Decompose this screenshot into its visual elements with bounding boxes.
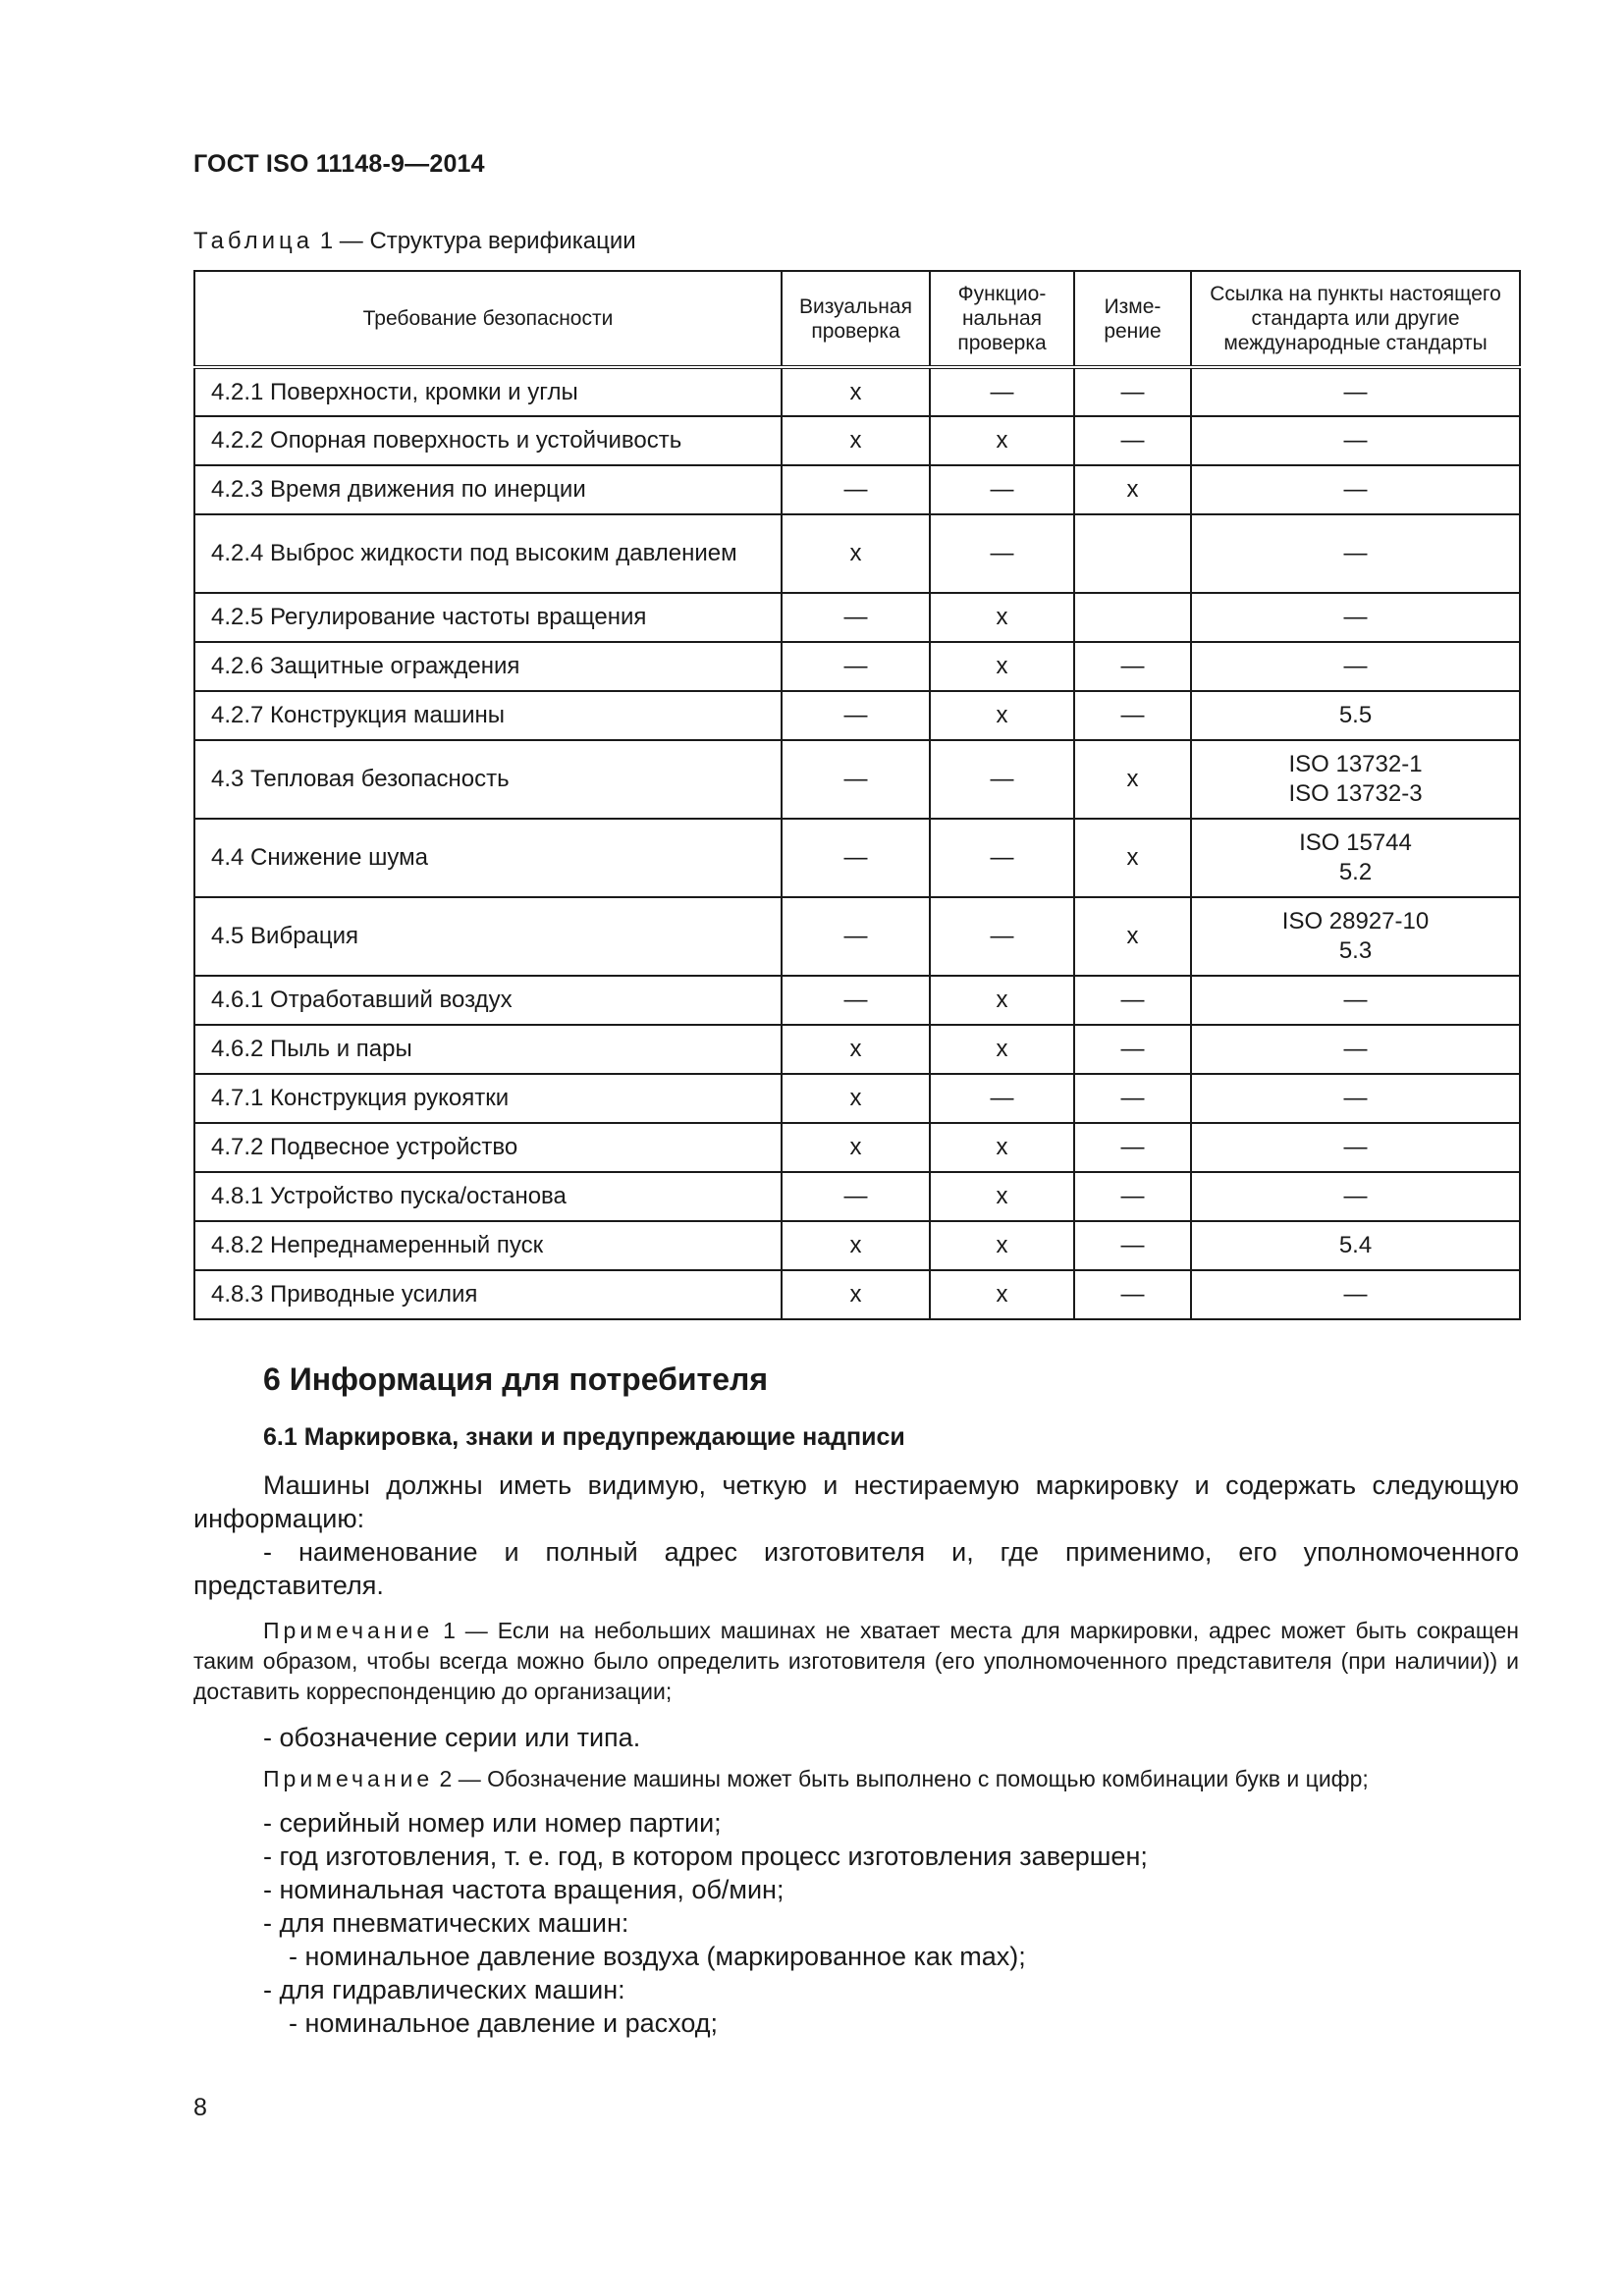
list-item-manufacturer: - наименование и полный адрес изготовителя и, где применимо, его уполномоченного представителя.: [193, 1537, 1519, 1600]
list-item: - для пневматических машин:: [263, 1908, 629, 1938]
list-item: - серийный номер или номер партии;: [263, 1808, 722, 1838]
header-visual-check: Визуальная проверка: [782, 271, 930, 367]
cell-reference: —: [1191, 465, 1520, 514]
cell-requirement: 4.7.1 Конструкция рукоятки: [194, 1074, 782, 1123]
cell-visual-check: x: [782, 1074, 930, 1123]
cell-functional-check: —: [930, 367, 1074, 416]
cell-visual-check: —: [782, 691, 930, 740]
cell-functional-check: x: [930, 1123, 1074, 1172]
cell-functional-check: x: [930, 976, 1074, 1025]
cell-visual-check: x: [782, 1123, 930, 1172]
table-row: [194, 740, 1520, 819]
table-row: [194, 1221, 1520, 1270]
cell-reference: 5.5: [1191, 691, 1520, 740]
cell-visual-check: —: [782, 976, 930, 1025]
cell-measurement: x: [1074, 819, 1191, 897]
cell-reference: ISO 13732-1 ISO 13732-3: [1191, 740, 1520, 819]
cell-reference: —: [1191, 1172, 1520, 1221]
note-2-label: Примечание: [263, 1766, 434, 1791]
cell-requirement: 4.2.5 Регулирование частоты вращения: [194, 593, 782, 642]
cell-visual-check: —: [782, 819, 930, 897]
cell-functional-check: x: [930, 1221, 1074, 1270]
cell-measurement: —: [1074, 416, 1191, 465]
cell-functional-check: —: [930, 465, 1074, 514]
list-item: - номинальная частота вращения, об/мин;: [263, 1875, 785, 1904]
cell-visual-check: —: [782, 465, 930, 514]
table-caption: [193, 228, 636, 255]
table-row: [194, 1074, 1520, 1123]
cell-functional-check: —: [930, 740, 1074, 819]
table-row: [194, 819, 1520, 897]
cell-requirement: 4.3 Тепловая безопасность: [194, 740, 782, 819]
table-header-row: [194, 271, 1520, 367]
subsection-heading: 6.1 Маркировка, знаки и предупреждающие надписи: [263, 1423, 905, 1451]
cell-visual-check: —: [782, 593, 930, 642]
note-2-text: 2 — Обозначение машины может быть выполнено с помощью комбинации букв и цифр;: [439, 1766, 1369, 1791]
section-heading: 6 Информация для потребителя: [263, 1362, 768, 1397]
header-requirement: Требование безопасности: [194, 271, 782, 367]
table-row: [194, 465, 1520, 514]
cell-visual-check: x: [782, 367, 930, 416]
cell-visual-check: —: [782, 897, 930, 976]
verification-table: [193, 270, 1521, 1320]
table-row: [194, 897, 1520, 976]
note-2: [193, 1764, 1519, 1794]
cell-measurement: —: [1074, 367, 1191, 416]
cell-requirement: 4.5 Вибрация: [194, 897, 782, 976]
cell-measurement: x: [1074, 897, 1191, 976]
cell-visual-check: —: [782, 642, 930, 691]
table-row: [194, 1172, 1520, 1221]
cell-reference: —: [1191, 593, 1520, 642]
table-row: [194, 416, 1520, 465]
cell-functional-check: x: [930, 1025, 1074, 1074]
cell-functional-check: —: [930, 514, 1074, 593]
cell-requirement: 4.2.4 Выброс жидкости под высоким давлением: [194, 514, 782, 593]
cell-measurement: —: [1074, 691, 1191, 740]
cell-reference: 5.4: [1191, 1221, 1520, 1270]
cell-requirement: 4.2.7 Конструкция машины: [194, 691, 782, 740]
cell-measurement: —: [1074, 976, 1191, 1025]
cell-reference: —: [1191, 1123, 1520, 1172]
cell-visual-check: x: [782, 1025, 930, 1074]
cell-measurement: —: [1074, 642, 1191, 691]
cell-functional-check: x: [930, 691, 1074, 740]
cell-requirement: 4.8.3 Приводные усилия: [194, 1270, 782, 1319]
table-row: [194, 691, 1520, 740]
cell-requirement: 4.2.2 Опорная поверхность и устойчивость: [194, 416, 782, 465]
marking-list: [193, 1806, 1519, 2040]
cell-reference: —: [1191, 1270, 1520, 1319]
table-row: [194, 976, 1520, 1025]
intro-paragraph: Машины должны иметь видимую, четкую и нестираемую маркировку и содержать следующую информацию:: [193, 1470, 1519, 1533]
document-header: ГОСТ ISO 11148-9—2014: [193, 150, 485, 178]
table-row: [194, 514, 1520, 593]
table-row: [194, 593, 1520, 642]
cell-visual-check: x: [782, 1221, 930, 1270]
cell-visual-check: x: [782, 416, 930, 465]
table-row: [194, 1025, 1520, 1074]
note-1-label: Примечание: [263, 1618, 434, 1643]
table-body: [194, 367, 1520, 1319]
cell-functional-check: x: [930, 642, 1074, 691]
cell-reference: —: [1191, 514, 1520, 593]
table-row: [194, 642, 1520, 691]
cell-functional-check: x: [930, 1172, 1074, 1221]
list-item: - для гидравлических машин:: [263, 1975, 625, 2004]
table-row: [194, 1270, 1520, 1319]
cell-functional-check: x: [930, 1270, 1074, 1319]
cell-functional-check: —: [930, 819, 1074, 897]
cell-reference: —: [1191, 367, 1520, 416]
sub-list-item: - номинальное давление и расход;: [289, 2008, 719, 2038]
cell-reference: ISO 15744 5.2: [1191, 819, 1520, 897]
cell-measurement: —: [1074, 1270, 1191, 1319]
cell-functional-check: —: [930, 1074, 1074, 1123]
note-1-text: 1 — Если на небольших машинах не хватает места для маркировки, адрес может быть сокращен таким образом, чтобы всегда можно было определить изготовителя (его уполномоченного представителя (при наличии)) и доставить корреспонденцию до организации;: [193, 1618, 1519, 1704]
cell-reference: —: [1191, 1025, 1520, 1074]
cell-measurement: [1074, 514, 1191, 593]
list-item: - год изготовления, т. е. год, в котором процесс изготовления завершен;: [263, 1842, 1148, 1871]
cell-reference: —: [1191, 976, 1520, 1025]
cell-measurement: [1074, 593, 1191, 642]
cell-visual-check: x: [782, 1270, 930, 1319]
table-row: [194, 367, 1520, 416]
list-item-series: - обозначение серии или типа.: [263, 1723, 641, 1752]
note-1: [193, 1616, 1519, 1707]
page-number: 8: [193, 2094, 207, 2121]
cell-functional-check: x: [930, 593, 1074, 642]
cell-measurement: —: [1074, 1025, 1191, 1074]
cell-visual-check: —: [782, 740, 930, 819]
cell-visual-check: —: [782, 1172, 930, 1221]
cell-functional-check: —: [930, 897, 1074, 976]
header-measurement: Изме-рение: [1074, 271, 1191, 367]
table-caption-text: 1 — Структура верификации: [319, 228, 636, 254]
section-body: [193, 1468, 1519, 2040]
cell-requirement: 4.2.6 Защитные ограждения: [194, 642, 782, 691]
cell-requirement: 4.8.1 Устройство пуска/останова: [194, 1172, 782, 1221]
cell-reference: —: [1191, 642, 1520, 691]
cell-measurement: x: [1074, 465, 1191, 514]
cell-requirement: 4.8.2 Непреднамеренный пуск: [194, 1221, 782, 1270]
cell-requirement: 4.2.3 Время движения по инерции: [194, 465, 782, 514]
cell-requirement: 4.6.1 Отработавший воздух: [194, 976, 782, 1025]
cell-reference: ISO 28927-10 5.3: [1191, 897, 1520, 976]
header-reference: Ссылка на пункты настоящего стандарта или другие международные стандарты: [1191, 271, 1520, 367]
header-functional-check: Функцио-нальная проверка: [930, 271, 1074, 367]
cell-measurement: —: [1074, 1074, 1191, 1123]
cell-requirement: 4.4 Снижение шума: [194, 819, 782, 897]
table-row: [194, 1123, 1520, 1172]
cell-requirement: 4.7.2 Подвесное устройство: [194, 1123, 782, 1172]
cell-visual-check: x: [782, 514, 930, 593]
cell-requirement: 4.6.2 Пыль и пары: [194, 1025, 782, 1074]
cell-measurement: —: [1074, 1123, 1191, 1172]
cell-reference: —: [1191, 1074, 1520, 1123]
cell-functional-check: x: [930, 416, 1074, 465]
table-caption-label: Таблица: [193, 228, 314, 254]
cell-measurement: —: [1074, 1172, 1191, 1221]
cell-measurement: —: [1074, 1221, 1191, 1270]
cell-reference: —: [1191, 416, 1520, 465]
cell-measurement: x: [1074, 740, 1191, 819]
cell-requirement: 4.2.1 Поверхности, кромки и углы: [194, 367, 782, 416]
sub-list-item: - номинальное давление воздуха (маркированное как max);: [289, 1942, 1026, 1971]
